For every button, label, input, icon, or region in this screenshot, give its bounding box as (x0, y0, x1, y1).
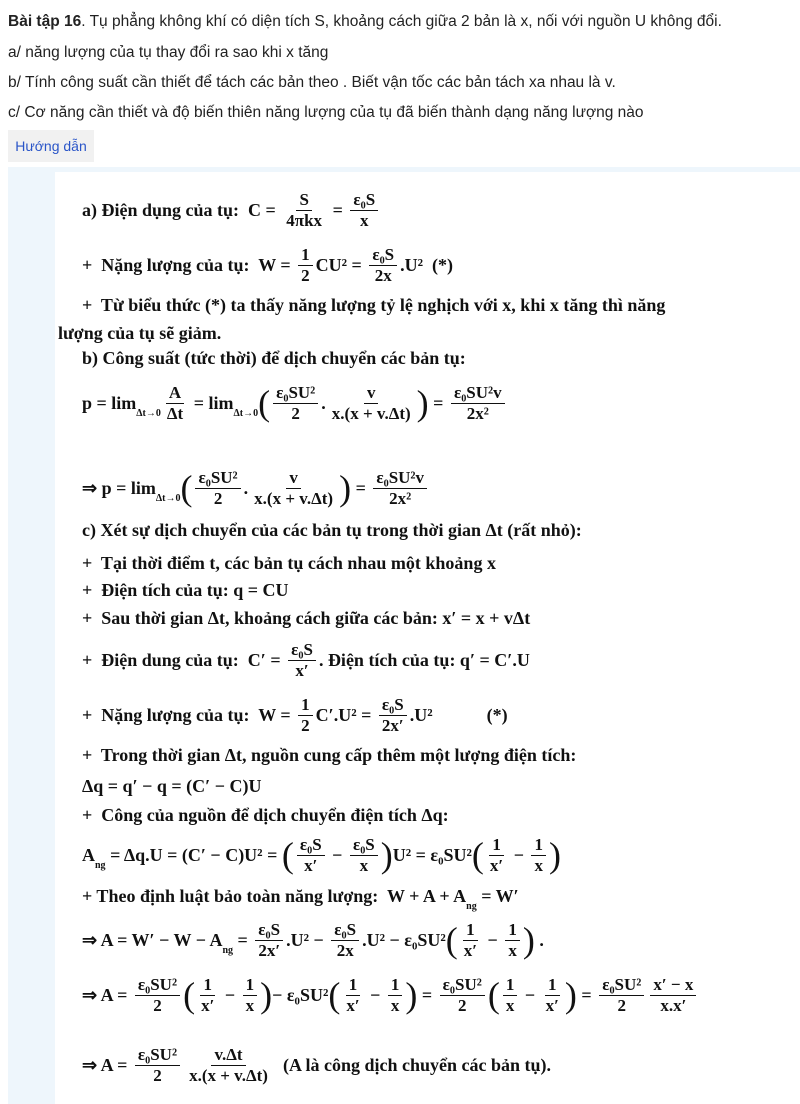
math-text: .U² (*) (409, 704, 508, 725)
math-text: . (243, 477, 249, 498)
numerator: 1 (346, 975, 361, 996)
math-text: + Công của nguồn để dịch chuyển điện tích Δq: (82, 804, 449, 825)
numerator: ε₀SU²v (451, 383, 505, 404)
numerator: x′ − x (650, 975, 696, 996)
fraction (503, 975, 518, 1016)
math-text: ⇒ A = W′ − W − A (82, 929, 223, 950)
numerator: 1 (298, 245, 313, 266)
numerator: 1 (463, 920, 478, 941)
question-part-b: b/ Tính công suất cần thiết để tách các bản theo . Biết vận tốc các bản tách xa nhau là v. (8, 74, 616, 91)
math-text: − (520, 984, 540, 1005)
parenthesis: ( (471, 835, 484, 875)
solution-line (82, 186, 381, 234)
math-text: U² = ε₀SU² (392, 844, 472, 865)
math-text: . Điện tích của tụ: q′ = C′.U (318, 649, 530, 670)
math-text: − (220, 984, 240, 1005)
fraction (461, 920, 480, 961)
denominator: 2 (301, 265, 310, 285)
parenthesis: ) (548, 835, 561, 875)
fraction (505, 920, 520, 961)
denominator: 2 (153, 995, 162, 1015)
denominator: x′ (489, 855, 504, 875)
denominator: 2 (213, 488, 223, 508)
numerator: ε₀SU² (195, 468, 240, 489)
denominator: x′ (545, 995, 559, 1015)
math-text: .U² − (286, 929, 329, 950)
fraction (331, 920, 359, 961)
denominator: x.(x + v.Δt) (254, 488, 334, 508)
denominator: 2 (291, 403, 300, 423)
subscript: Δt→0 (155, 493, 181, 504)
solution-line (82, 594, 530, 642)
math-text: a) Điện dụng của tụ: C = (82, 199, 281, 220)
math-text: .U² (*) (400, 254, 454, 275)
numerator: 1 (298, 695, 313, 716)
fraction (298, 245, 313, 286)
solution-line (82, 916, 544, 964)
numerator: 1 (200, 975, 215, 996)
math-text: + Nặng lượng của tụ: W = (82, 704, 296, 725)
math-text: + Trong thời gian Δt, nguồn cung cấp thêm một lượng điện tích: (82, 744, 577, 765)
fraction (273, 383, 318, 424)
math-text: c) Xét sự dịch chuyển của các bản tụ trong thời gian Δt (rất nhỏ): (82, 519, 582, 540)
denominator: x (390, 995, 400, 1015)
question-part-a: a/ năng lượng của tụ thay đổi ra sao khi x tăng (8, 44, 329, 61)
fraction (440, 975, 485, 1016)
subscript: Δt→0 (233, 408, 259, 419)
math-text: + Tại thời điểm t, các bản tụ cách nhau một khoảng x (82, 552, 496, 573)
math-text: p = lim (82, 392, 137, 413)
math-text: + Sau thời gian Δt, khoảng cách giữa các bản: x′ = x + vΔt (82, 607, 531, 628)
math-text: + Theo định luật bảo toàn năng lượng: W + A + A (82, 885, 467, 906)
math-text: = (428, 392, 448, 413)
math-text: lượng của tụ sẽ giảm. (58, 322, 222, 343)
fraction (650, 975, 696, 1016)
denominator: 2 (301, 715, 310, 735)
denominator: x (505, 995, 515, 1015)
numerator: ε₀S (350, 835, 378, 856)
solution-line (82, 636, 530, 684)
parenthesis: ( (487, 975, 500, 1015)
parenthesis: ) (339, 468, 352, 508)
parenthesis: ( (180, 468, 193, 508)
fraction (329, 383, 414, 424)
parenthesis: ) (564, 975, 577, 1015)
denominator: x (359, 855, 369, 875)
fraction (198, 975, 217, 1016)
parenthesis: ( (328, 975, 341, 1015)
denominator: x (245, 995, 255, 1015)
math-text: ⇒ p = lim (82, 477, 156, 498)
math-text: − (483, 929, 503, 950)
fraction (350, 190, 378, 231)
numerator: 1 (243, 975, 258, 996)
fraction (135, 975, 180, 1016)
numerator: ε₀SU² (440, 975, 485, 996)
math-text: = Δq.U = (C′ − C)U² = (105, 844, 282, 865)
denominator: x (508, 940, 517, 960)
numerator: ε₀SU² (135, 1045, 180, 1066)
math-text: = (417, 984, 437, 1005)
math-text: + Từ biểu thức (*) ta thấy năng lượng tỷ lệ nghịch với x, khi x tăng thì năng (82, 294, 666, 315)
math-text: . (321, 392, 326, 413)
denominator: 2x² (466, 403, 489, 423)
math-text: = (351, 477, 371, 498)
fraction (255, 920, 283, 961)
question-title (8, 12, 722, 32)
numerator: ε₀SU²v (373, 468, 427, 489)
numerator: ε₀S (297, 835, 325, 856)
denominator: 2x (374, 265, 392, 285)
numerator: 1 (531, 835, 546, 856)
parenthesis: ) (522, 920, 535, 960)
numerator: ε₀S (350, 190, 378, 211)
math-text: − (327, 844, 347, 865)
numerator: ε₀S (379, 695, 407, 716)
denominator: x (359, 210, 369, 230)
math-text: (A là công dịch chuyển các bản tụ). (273, 1054, 551, 1075)
fraction (451, 383, 505, 424)
numerator: 1 (545, 975, 560, 996)
math-text: = (576, 984, 597, 1005)
numerator: 1 (388, 975, 403, 996)
math-text: CU² = (315, 254, 367, 275)
numerator: ε₀S (288, 640, 316, 661)
parenthesis: ) (405, 975, 418, 1015)
math-text: + Điện dung của tụ: C′ = (82, 649, 286, 670)
solution-line (82, 971, 699, 1019)
numerator: ε₀S (255, 920, 283, 941)
fraction (288, 640, 316, 681)
denominator: 2 (458, 995, 467, 1015)
denominator: 2x′ (381, 715, 404, 735)
math-text: ⇒ A = (82, 1054, 132, 1075)
numerator: 1 (489, 835, 504, 856)
solution-line (82, 464, 430, 512)
subscript: ng (222, 945, 234, 956)
fraction (599, 975, 644, 1016)
denominator: 2 (153, 1065, 162, 1085)
math-text: Δq = q′ − q = (C′ − C)U (82, 775, 262, 796)
denominator: x′ (304, 855, 318, 875)
numerator: v.Δt (211, 1045, 245, 1066)
fraction (283, 190, 325, 231)
fraction (164, 383, 186, 424)
solution-line (82, 379, 508, 427)
question-text: . Tụ phẳng không khí có diện tích S, khoảng cách giữa 2 bản là x, nối với nguồn U không đổi. (81, 13, 722, 30)
fraction (487, 835, 506, 876)
numerator: S (296, 190, 311, 211)
fraction (373, 468, 427, 509)
question-part-c: c/ Cơ năng cần thiết và độ biến thiên năng lượng của tụ đã biến thành dạng năng lượng nào (8, 104, 644, 121)
solution-line (82, 1041, 551, 1089)
fraction (297, 835, 325, 876)
numerator: ε₀SU² (599, 975, 644, 996)
denominator: x′ (201, 995, 215, 1015)
math-text: C′.U² = (315, 704, 376, 725)
denominator: x (534, 855, 543, 875)
subscript: ng (95, 860, 106, 871)
math-text: = (233, 929, 253, 950)
exercise-number: Bài tập 16 (8, 13, 82, 30)
fraction (543, 975, 562, 1016)
subscript: ng (466, 901, 477, 912)
denominator: 2 (617, 995, 627, 1015)
numerator: ε₀S (331, 920, 359, 941)
math-text: = (328, 199, 348, 220)
math-text: + Nặng lượng của tụ: W = (82, 254, 296, 275)
denominator: 2x′ (258, 940, 281, 960)
denominator: x′ (295, 660, 309, 680)
fraction (186, 1045, 271, 1086)
fraction (388, 975, 403, 1016)
subscript: Δt→0 (136, 408, 161, 419)
denominator: x′ (346, 995, 360, 1015)
solution-line (82, 872, 519, 920)
math-text: A (82, 844, 95, 865)
math-text: − ε₀SU² (272, 984, 329, 1005)
denominator: x.(x + v.Δt) (189, 1065, 268, 1085)
parenthesis: ) (416, 383, 429, 423)
fraction (531, 835, 546, 876)
math-text: = W′ (476, 885, 519, 906)
denominator: 4πkx (286, 210, 323, 230)
denominator: 2x (336, 940, 354, 960)
parenthesis: ) (260, 975, 273, 1015)
fraction (195, 468, 240, 509)
denominator: 2x² (389, 488, 412, 508)
parenthesis: ( (183, 975, 196, 1015)
math-text: .U² − ε₀SU² (362, 929, 446, 950)
numerator: ε₀SU² (273, 383, 318, 404)
denominator: x.x′ (660, 995, 687, 1015)
solution-line (82, 334, 466, 382)
fraction (379, 695, 407, 736)
fraction (343, 975, 362, 1016)
math-text: − (365, 984, 385, 1005)
numerator: 1 (505, 920, 520, 941)
fraction (298, 695, 313, 736)
math-text: + Điện tích của tụ: q = CU (82, 579, 289, 600)
math-text: = lim (189, 392, 234, 413)
parenthesis: ( (258, 383, 271, 423)
math-text: − (509, 844, 529, 865)
guide-button[interactable]: Hướng dẫn (8, 130, 94, 162)
numerator: ε₀SU² (135, 975, 180, 996)
math-text: ⇒ A = (82, 984, 132, 1005)
fraction (135, 1045, 180, 1086)
numerator: v (364, 383, 379, 404)
numerator: ε₀S (369, 245, 397, 266)
math-text: . (534, 929, 544, 950)
fraction (369, 245, 397, 286)
numerator: A (166, 383, 184, 404)
math-text: b) Công suất (tức thời) để dịch chuyển các bản tụ: (82, 347, 466, 368)
fraction (350, 835, 378, 876)
parenthesis: ) (380, 835, 393, 875)
denominator: Δt (166, 403, 184, 423)
fraction (243, 975, 258, 1016)
parenthesis: ( (445, 920, 458, 960)
parenthesis: ( (281, 835, 294, 875)
denominator: x.(x + v.Δt) (331, 403, 411, 423)
fraction (251, 468, 336, 509)
numerator: v (286, 468, 301, 489)
numerator: 1 (503, 975, 518, 996)
denominator: x′ (463, 940, 478, 960)
